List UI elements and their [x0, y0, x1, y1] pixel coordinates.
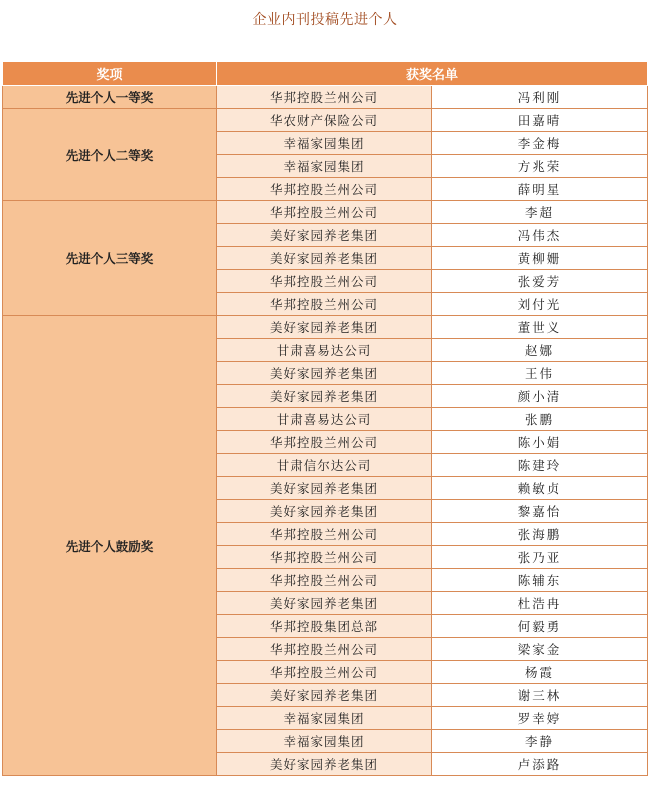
organization-cell: 美好家园养老集团: [217, 385, 432, 408]
winner-name-cell: 张海鹏: [432, 523, 648, 546]
award-category-cell: 先进个人三等奖: [3, 201, 217, 316]
organization-cell: 华邦控股兰州公司: [217, 201, 432, 224]
organization-cell: 华邦控股兰州公司: [217, 270, 432, 293]
organization-cell: 幸福家园集团: [217, 155, 432, 178]
header-winners: 获奖名单: [217, 62, 648, 86]
table-row: [3, 201, 648, 224]
organization-cell: 华邦控股兰州公司: [217, 431, 432, 454]
winner-name-cell: 陈建玲: [432, 454, 648, 477]
winner-name-cell: 赵娜: [432, 339, 648, 362]
winner-name-cell: 李静: [432, 730, 648, 753]
winner-name-cell: 卢添路: [432, 753, 648, 776]
organization-cell: 美好家园养老集团: [217, 592, 432, 615]
organization-cell: 美好家园养老集团: [217, 753, 432, 776]
winner-name-cell: 刘付光: [432, 293, 648, 316]
organization-cell: 美好家园养老集团: [217, 477, 432, 500]
winner-name-cell: 黎嘉怡: [432, 500, 648, 523]
organization-cell: 美好家园养老集团: [217, 316, 432, 339]
winner-name-cell: 杜浩冉: [432, 592, 648, 615]
organization-cell: 美好家园养老集团: [217, 224, 432, 247]
winner-name-cell: 颜小清: [432, 385, 648, 408]
award-category-cell: 先进个人一等奖: [3, 86, 217, 109]
awards-table: [2, 61, 648, 776]
winner-name-cell: 张乃亚: [432, 546, 648, 569]
organization-cell: 幸福家园集团: [217, 730, 432, 753]
organization-cell: 华邦控股兰州公司: [217, 546, 432, 569]
winner-name-cell: 冯伟杰: [432, 224, 648, 247]
header-award: 奖项: [3, 62, 217, 86]
table-row: [3, 86, 648, 109]
organization-cell: 华邦控股兰州公司: [217, 86, 432, 109]
winner-name-cell: 谢三林: [432, 684, 648, 707]
organization-cell: 华邦控股兰州公司: [217, 523, 432, 546]
organization-cell: 美好家园养老集团: [217, 247, 432, 270]
table-header-row: [3, 62, 648, 86]
winner-name-cell: 李超: [432, 201, 648, 224]
organization-cell: 华邦控股兰州公司: [217, 661, 432, 684]
award-category-cell: 先进个人二等奖: [3, 109, 217, 201]
organization-cell: 华邦控股集团总部: [217, 615, 432, 638]
award-category-cell: 先进个人鼓励奖: [3, 316, 217, 776]
winner-name-cell: 方兆荣: [432, 155, 648, 178]
page-title: 企业内刊投稿先进个人: [252, 12, 398, 28]
winner-name-cell: 田嘉晴: [432, 109, 648, 132]
organization-cell: 甘肃喜易达公司: [217, 408, 432, 431]
table-row: [3, 109, 648, 132]
winner-name-cell: 陈辅东: [432, 569, 648, 592]
winner-name-cell: 梁家金: [432, 638, 648, 661]
winner-name-cell: 黄柳姗: [432, 247, 648, 270]
organization-cell: 幸福家园集团: [217, 132, 432, 155]
winner-name-cell: 罗幸婷: [432, 707, 648, 730]
winner-name-cell: 王伟: [432, 362, 648, 385]
winner-name-cell: 李金梅: [432, 132, 648, 155]
winner-name-cell: 赖敏贞: [432, 477, 648, 500]
winner-name-cell: 何毅勇: [432, 615, 648, 638]
winner-name-cell: 张爱芳: [432, 270, 648, 293]
winner-name-cell: 杨霞: [432, 661, 648, 684]
winner-name-cell: 薛明星: [432, 178, 648, 201]
organization-cell: 华邦控股兰州公司: [217, 569, 432, 592]
awards-table-body: [3, 86, 648, 776]
winner-name-cell: 董世义: [432, 316, 648, 339]
organization-cell: 华农财产保险公司: [217, 109, 432, 132]
winner-name-cell: 张鹏: [432, 408, 648, 431]
organization-cell: 美好家园养老集团: [217, 362, 432, 385]
organization-cell: 甘肃信尔达公司: [217, 454, 432, 477]
organization-cell: 美好家园养老集团: [217, 684, 432, 707]
table-row: [3, 316, 648, 339]
organization-cell: 幸福家园集团: [217, 707, 432, 730]
organization-cell: 华邦控股兰州公司: [217, 178, 432, 201]
winner-name-cell: 冯利刚: [432, 86, 648, 109]
organization-cell: 华邦控股兰州公司: [217, 638, 432, 661]
organization-cell: 华邦控股兰州公司: [217, 293, 432, 316]
organization-cell: 甘肃喜易达公司: [217, 339, 432, 362]
organization-cell: 美好家园养老集团: [217, 500, 432, 523]
winner-name-cell: 陈小娟: [432, 431, 648, 454]
